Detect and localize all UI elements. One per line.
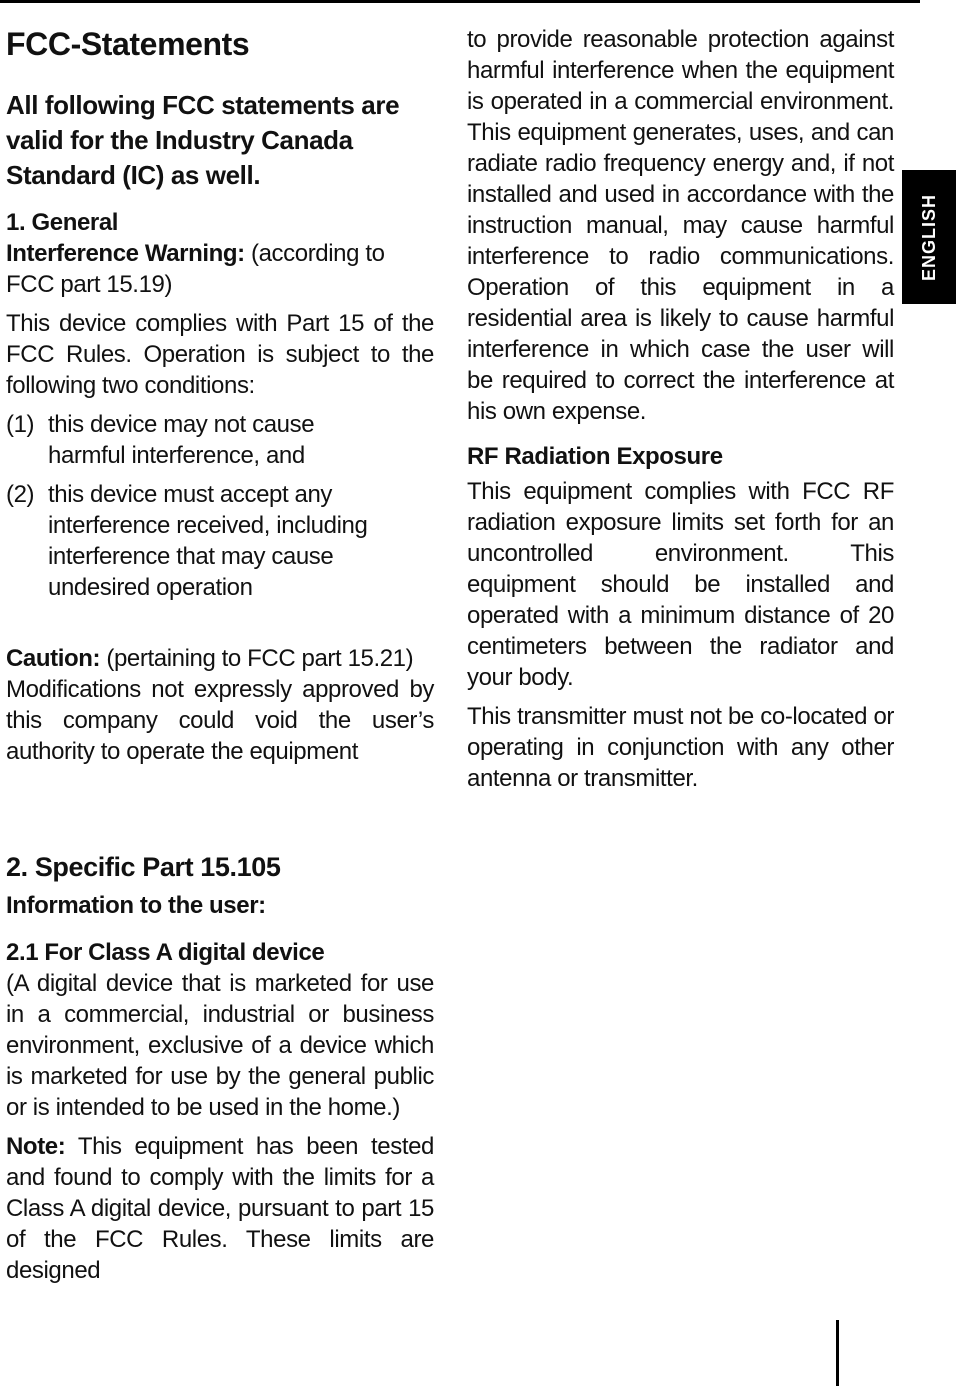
top-rule	[0, 0, 920, 3]
list-item	[6, 479, 434, 603]
section-2-heading: 2. Specific Part 15.105	[6, 852, 281, 882]
rf-heading: RF Radiation Exposure	[467, 443, 723, 470]
intro-statement: All following FCC statements are valid for the Industry Canada Standard (IC) as well.	[6, 90, 400, 190]
language-tab-label: ENGLISH	[918, 193, 939, 281]
language-tab	[902, 170, 956, 304]
conditions-list	[6, 409, 434, 603]
transmitter-text: This transmitter must not be co-located or operating in conjunction with any other antenna or transmitter.	[467, 703, 894, 792]
interference-warning	[6, 238, 434, 300]
left-column	[6, 22, 434, 767]
list-item-number: (2)	[6, 481, 35, 508]
list-item-text: this device must accept any interference received, including interference that may cause undesired operation	[48, 481, 368, 601]
list-item	[6, 409, 434, 471]
continued-text: to provide reasonable protection against harmful interference when the equipment is operated in a commercial environment. This equipment generates, uses, and can radiate radio frequency energy and, if not installed and used in accordance with the instruction manual, may cause harmful interference to radio communications. Operation of this equipment in a residential area is likely to cause harmful interference in which case the user will be required to correct the interference at his own expense.	[467, 26, 894, 425]
page-marker-line	[836, 1320, 839, 1386]
section-2-subheading: Information to the user:	[6, 892, 266, 919]
class-a-description: (A digital device that is marketed for use in a commercial, industrial or business environment, exclusive of a device which is marketed for use by the general public or is intended to be used in the home.)	[6, 970, 434, 1121]
complies-text: This device complies with Part 15 of the FCC Rules. Operation is subject to the following two conditions:	[6, 310, 434, 399]
class-a-heading: 2.1 For Class A digital device	[6, 939, 325, 966]
caution-ref: (pertaining to FCC part 15.21)	[100, 645, 414, 672]
caution-label: Caution:	[6, 645, 101, 672]
note-paragraph	[6, 1131, 434, 1286]
bottom-left-column	[6, 848, 434, 1286]
rf-text: This equipment complies with FCC RF radiation exposure limits set forth for an uncontrolled environment. This equipment should be installed and operated with a minimum distance of 20 centimeters between the radiator and your body.	[467, 478, 894, 691]
caution-line	[6, 643, 434, 674]
note-label: Note:	[6, 1133, 66, 1160]
note-text: This equipment has been tested and found to comply with the limits for a Class A digital device, pursuant to part 15 of the FCC Rules. These limits are designed	[6, 1133, 434, 1284]
section-1-heading: 1. General	[6, 209, 119, 236]
list-item-text: this device may not cause harmful interference, and	[48, 411, 315, 469]
interference-label: Interference Warning:	[6, 240, 245, 267]
right-column	[467, 24, 894, 794]
list-item-number: (1)	[6, 411, 35, 438]
caution-text: Modifications not expressly approved by this company could void the user’s authority to operate the equipment	[6, 676, 434, 765]
page-title: FCC-Statements	[6, 26, 250, 62]
interference-ref: (according to FCC part 15.19)	[6, 240, 385, 298]
